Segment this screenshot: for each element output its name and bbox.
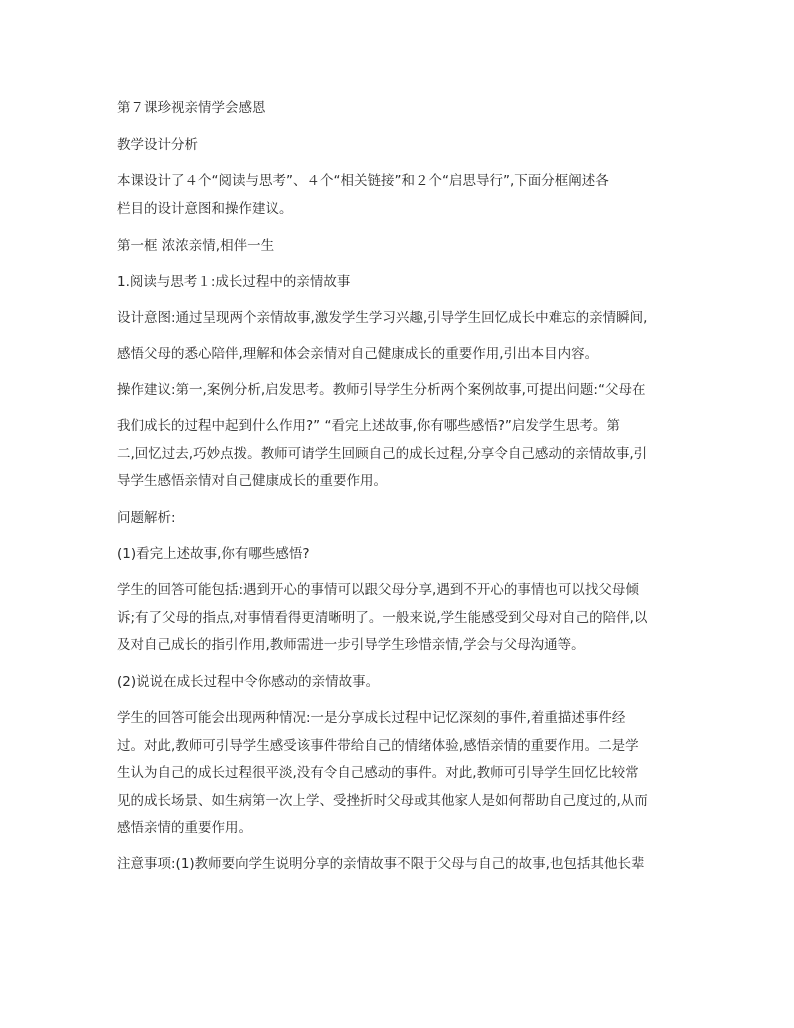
question-heading: (1)看完上述故事,你有哪些感悟? xyxy=(117,546,310,562)
question-heading: (2)说说在成长过程中令你感动的亲情故事。 xyxy=(117,674,380,690)
paragraph-line: 感悟父母的悉心陪伴,理解和体会亲情对自己健康成长的重要作用,引出本目内容。 xyxy=(117,346,599,362)
paragraph-line: 本课设计了４个“阅读与思考”、４个“相关链接”和２个“启思导行”,下面分框阐述各 xyxy=(117,173,609,189)
paragraph-line: 导学生感悟亲情对自己健康成长的重要作用。 xyxy=(117,473,387,489)
section-heading: 教学设计分析 xyxy=(117,137,198,153)
paragraph-line: 诉;有了父母的指点,对事情看得更清晰明了。一般来说,学生能感受到父母对自己的陪伴,以 xyxy=(117,610,648,626)
paragraph-line: 我们成长的过程中起到什么作用?” “看完上述故事,你有哪些感悟?”启发学生思考。第 xyxy=(117,418,620,434)
paragraph-line: 学生的回答可能会出现两种情况:一是分享成长过程中记忆深刻的事件,着重描述事件经 xyxy=(117,710,626,726)
paragraph-line: 操作建议:第一,案例分析,启发思考。教师引导学生分析两个案例故事,可提出问题:“父母在 xyxy=(117,382,646,398)
paragraph-line: 感悟亲情的重要作用。 xyxy=(117,820,252,836)
paragraph-line: 设计意图:通过呈现两个亲情故事,激发学生学习兴趣,引导学生回忆成长中难忘的亲情瞬间, xyxy=(117,310,648,326)
paragraph-line: 及对自己成长的指引作用,教师需进一步引导学生珍惜亲情,学会与父母沟通等。 xyxy=(117,637,585,653)
paragraph-line: 学生的回答可能包括:遇到开心的事情可以跟父母分享,遇到不开心的事情也可以找父母倾 xyxy=(117,582,639,598)
paragraph-line: 栏目的设计意图和操作建议。 xyxy=(117,201,293,217)
paragraph-line: 二,回忆过去,巧妙点拨。教师可请学生回顾自己的成长过程,分享令自己感动的亲情故事,引 xyxy=(117,446,648,462)
paragraph-line: 注意事项:(1)教师要向学生说明分享的亲情故事不限于父母与自己的故事,也包括其他长辈 xyxy=(117,856,645,872)
paragraph-line: 见的成长场景、如生病第一次上学、受挫折时父母或其他家人是如何帮助自己度过的,从而 xyxy=(117,793,648,809)
paragraph-line: 过。对此,教师可引导学生感受该事件带给自己的情绪体验,感悟亲情的重要作用。二是学 xyxy=(117,738,639,754)
lesson-title: 第７课珍视亲情学会感恩 xyxy=(117,100,266,116)
paragraph-line: 生认为自己的成长过程很平淡,没有令自己感动的事件。对此,教师可引导学生回忆比较常 xyxy=(117,765,639,781)
section-heading: 问题解析: xyxy=(117,510,176,526)
section-heading: 1.阅读与思考１:成长过程中的亲情故事 xyxy=(117,274,351,290)
section-heading: 第一框 浓浓亲情,相伴一生 xyxy=(117,238,275,254)
